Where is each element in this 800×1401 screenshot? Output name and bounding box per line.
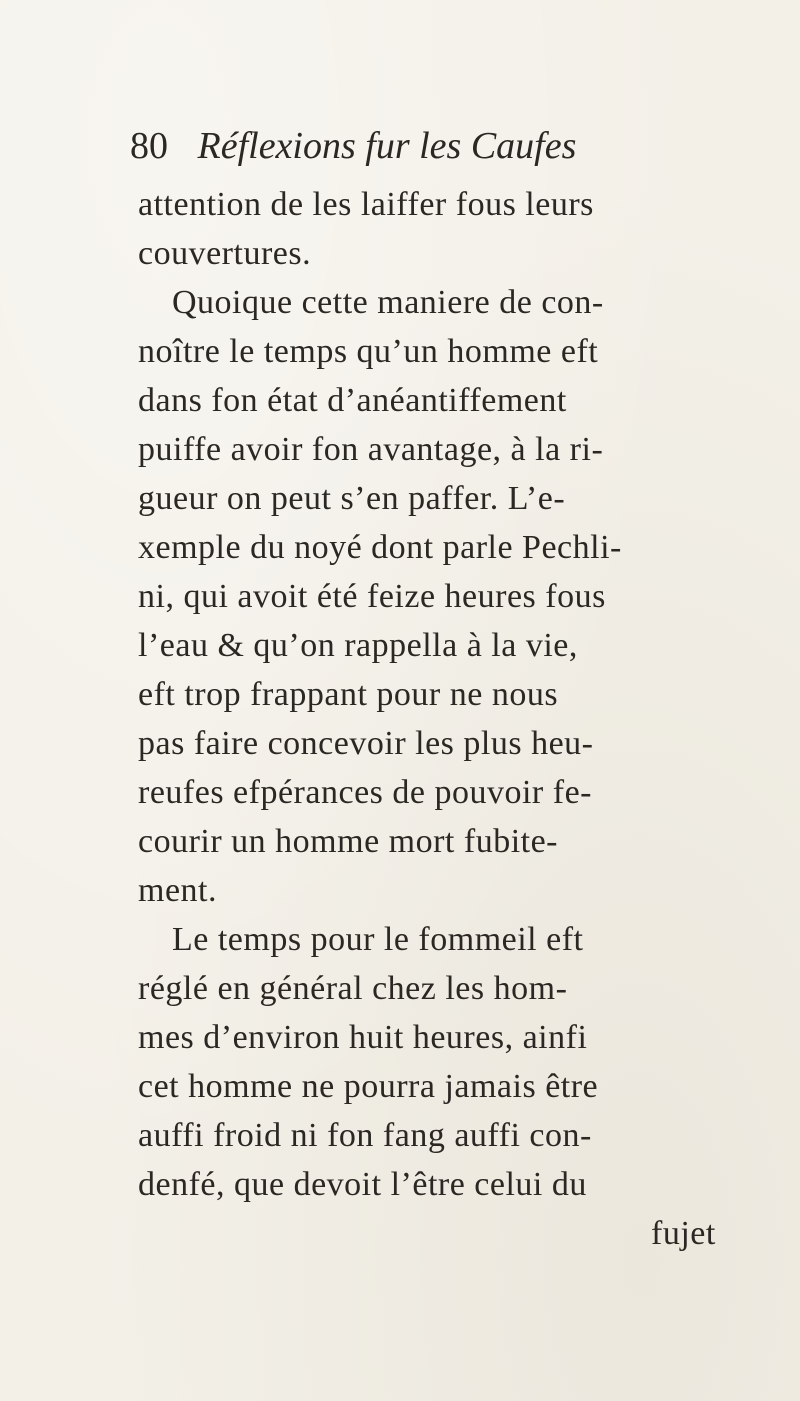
text-line: reufes efpérances de pouvoir fe-	[138, 774, 592, 811]
page-header	[130, 122, 576, 170]
text-line: dans fon état d’anéantiffement	[138, 382, 567, 419]
text-line: ment.	[138, 872, 217, 909]
running-title: Réflexions fur les Caufes	[197, 125, 577, 167]
text-line: attention de les laiffer fous leurs	[138, 186, 594, 223]
text-line: cet homme ne pourra jamais être	[138, 1068, 599, 1105]
text-line: Le temps pour le fommeil eft	[172, 921, 584, 958]
text-line: gueur on peut s’en paffer. L’e-	[138, 480, 566, 517]
text-line: mes d’environ huit heures, ainfi	[138, 1019, 588, 1056]
text-line: pas faire concevoir les plus heu-	[138, 725, 594, 762]
text-line: noître le temps qu’un homme eft	[138, 333, 599, 370]
page-number: 80	[130, 125, 168, 167]
text-line: l’eau & qu’on rappella à la vie,	[138, 627, 578, 664]
text-line: ni, qui avoit été feize heures fous	[138, 578, 606, 615]
text-line: Quoique cette maniere de con-	[172, 284, 604, 321]
catchword: fujet	[651, 1215, 716, 1252]
text-line: auffi froid ni fon fang auffi con-	[138, 1117, 592, 1154]
text-line: denfé, que devoit l’être celui du	[138, 1166, 587, 1203]
text-line: xemple du noyé dont parle Pechli-	[138, 529, 622, 566]
text-line: couvertures.	[138, 235, 312, 272]
text-line: réglé en général chez les hom-	[138, 970, 568, 1007]
text-line: puiffe avoir fon avantage, à la ri-	[138, 431, 604, 468]
text-line: eft trop frappant pour ne nous	[138, 676, 559, 713]
text-line: courir un homme mort fubite-	[138, 823, 559, 860]
